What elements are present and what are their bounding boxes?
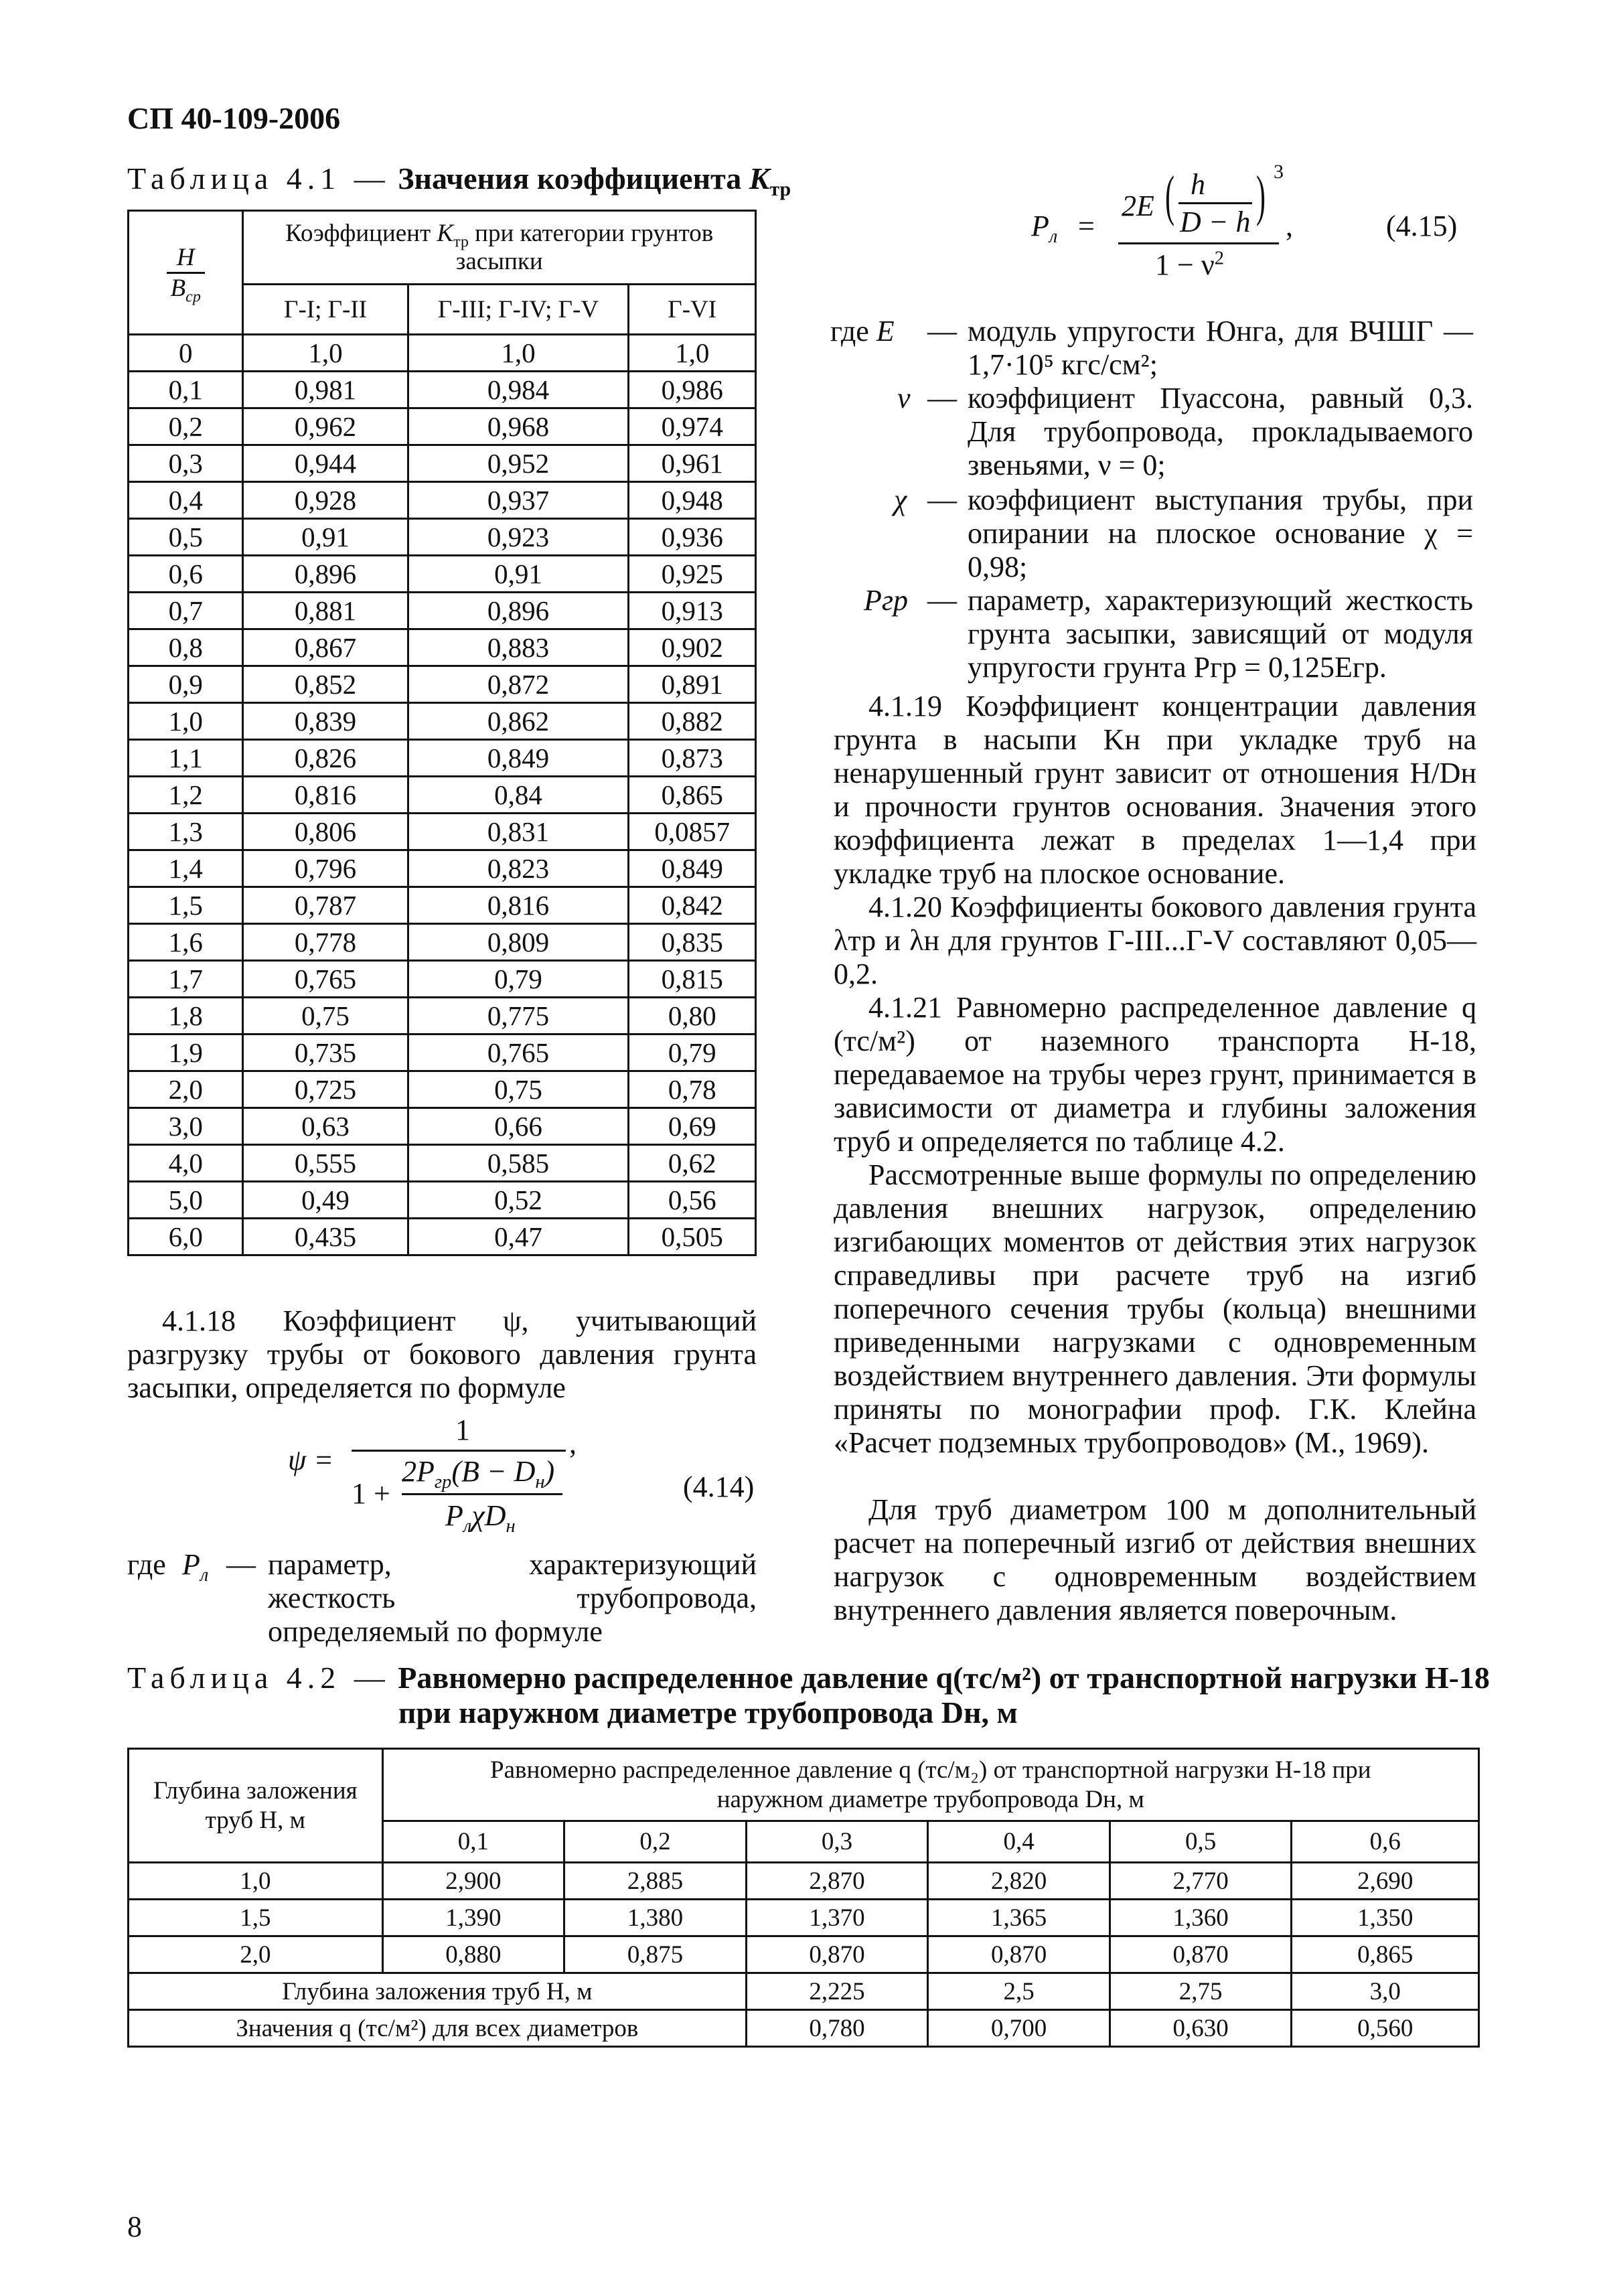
table42-row	[129, 1863, 1479, 1900]
paragraph-4-1-20: 4.1.20 Коэффициенты бокового давления грунта λтр и λн для грунтов Г-III...Г-V составляют 0,05—0,2.	[834, 891, 1476, 990]
table42-caption-line1: Равномерно распределенное давление q(тс/м²) от транспортной нагрузки Н-18	[398, 1661, 1490, 1695]
table41-value-cell: 0,78	[629, 1071, 756, 1108]
table41-head-group: Коэффициент $K_{тр}$ при категории грунтов засыпки	[243, 211, 756, 285]
table41-value-cell: 0,896	[243, 556, 408, 593]
table41-ratio-cell: 4,0	[129, 1145, 243, 1182]
table41-value-cell: 0,585	[408, 1145, 629, 1182]
f415-h: h	[1191, 168, 1205, 201]
table41-ratio-cell: 0,6	[129, 556, 243, 593]
table41-value-cell: 0,913	[629, 593, 756, 629]
table41-row	[129, 1219, 756, 1255]
legend-nu-text: коэффициент Пуассона, равный 0,3. Для трубопровода, прокладываемого звеньями, ν = 0;	[968, 382, 1473, 481]
table42-value-cell: 1,370	[746, 1900, 928, 1936]
table41-value-cell: 0,80	[629, 998, 756, 1035]
table41-row	[129, 961, 756, 998]
table41-value-cell: 0,961	[629, 445, 756, 482]
table41-ratio-cell: 0,5	[129, 519, 243, 556]
table42-value-cell: 1,350	[1292, 1900, 1479, 1936]
table41-value-cell: 0,849	[408, 740, 629, 777]
table41-ratio-cell: 2,0	[129, 1071, 243, 1108]
table41-value-cell: 0,69	[629, 1108, 756, 1145]
table41-col-3: Г-VI	[629, 285, 756, 335]
f415-number: (4.15)	[1386, 210, 1458, 242]
table41-row	[129, 482, 756, 519]
table41-value-cell: 0,796	[243, 850, 408, 887]
table41-ratio-cell: 1,5	[129, 887, 243, 924]
table41-head-h: H	[167, 243, 205, 274]
table41-value-cell: 0,928	[243, 482, 408, 519]
table41-row	[129, 740, 756, 777]
table41-ratio-cell: 1,3	[129, 814, 243, 850]
table41-col-2: Г-III; Г-IV; Г-V	[408, 285, 629, 335]
f415-den: $1 - \nu^2$	[1155, 248, 1225, 281]
table41-value-cell: 0,962	[243, 408, 408, 445]
table41-row	[129, 998, 756, 1035]
legend-chi-text: коэффициент выступания трубы, при опирании на плоское основание χ = 0,98;	[968, 483, 1473, 583]
table41-value-cell: 0,849	[629, 850, 756, 887]
table42-diameter-cell: 0,2	[564, 1821, 747, 1863]
table41-value-cell: 0,826	[243, 740, 408, 777]
table41-row	[129, 1108, 756, 1145]
table41-ratio-cell: 1,9	[129, 1035, 243, 1071]
table42-depth-cell: 2,0	[129, 1936, 383, 1973]
table41-value-cell: 0,925	[629, 556, 756, 593]
table41-value-cell: 0,79	[629, 1035, 756, 1071]
table41-value-cell: 0,775	[408, 998, 629, 1035]
legend-e-text: модуль упругости Юнга, для ВЧШГ — 1,7·10⁵ кгс/см²;	[968, 315, 1473, 381]
table41-value-cell: 0,63	[243, 1108, 408, 1145]
table41-value-cell: 0,62	[629, 1145, 756, 1182]
table42-value-cell: 0,865	[1292, 1936, 1479, 1973]
table41-row	[129, 777, 756, 814]
table41-row	[129, 924, 756, 961]
table42-value-cell: 0,870	[928, 1936, 1110, 1973]
table41-ratio-cell: 3,0	[129, 1108, 243, 1145]
table41-value-cell: 0,944	[243, 445, 408, 482]
f415-main-bar	[1118, 242, 1279, 244]
table41-value-cell: 0,902	[629, 629, 756, 666]
f414-comma: ,	[569, 1427, 577, 1460]
table42-value-cell: 2,820	[928, 1863, 1110, 1900]
f415-eq: =	[1078, 210, 1095, 242]
table41-value-cell: 0,872	[408, 666, 629, 703]
table41-value-cell: 0,435	[243, 1219, 408, 1255]
legend-nu-sym: ν	[897, 382, 911, 414]
table41-value-cell: 0,75	[243, 998, 408, 1035]
table41-caption	[127, 161, 791, 201]
table41-value-cell: 0,816	[408, 887, 629, 924]
table42-diameter-cell: 0,3	[746, 1821, 928, 1863]
f414-inner-den: $P_л\chi D_н$	[445, 1499, 516, 1537]
legend-pgr-dash: —	[927, 584, 957, 617]
f414-numerator: 1	[455, 1413, 470, 1446]
table41-value-cell: 0,882	[629, 703, 756, 740]
table41-row	[129, 887, 756, 924]
table41-ratio-cell: 1,7	[129, 961, 243, 998]
table42-value-cell: 2,900	[382, 1863, 564, 1900]
table41-value-cell: 0,778	[243, 924, 408, 961]
f415-inner-bar	[1178, 202, 1252, 204]
table41-ratio-cell: 0,2	[129, 408, 243, 445]
table41-row	[129, 850, 756, 887]
table41-value-cell: 0,968	[408, 408, 629, 445]
table41-ratio-cell: 1,0	[129, 703, 243, 740]
where-symbol: $P_л$	[182, 1548, 209, 1586]
table41-value-cell: 0,79	[408, 961, 629, 998]
table41-caption-prefix: Таблица 4.1 —	[127, 161, 390, 196]
table41-ratio-cell: 0,4	[129, 482, 243, 519]
table41-value-cell: 0,806	[243, 814, 408, 850]
table41-value-cell: 0,91	[408, 556, 629, 593]
table41-row	[129, 814, 756, 850]
table42-q-summary-row	[129, 2010, 1479, 2047]
table41-value-cell: 0,937	[408, 482, 629, 519]
table41-caption-title: Значения коэффициента	[398, 161, 742, 196]
legend-nu	[830, 382, 1476, 482]
legend-chi-dash: —	[927, 483, 957, 516]
table42-depth-summary-row	[129, 1973, 1479, 2010]
table41-value-cell: 0,47	[408, 1219, 629, 1255]
table41-row	[129, 593, 756, 629]
table41-value-cell: 1,0	[629, 335, 756, 372]
where-text: параметр, характеризующий жесткость трубопровода, определяемый по формуле	[268, 1548, 757, 1648]
table42-diameter-cell: 0,1	[382, 1821, 564, 1863]
table42-value-cell: 0,880	[382, 1936, 564, 1973]
table41-value-cell: 0,0857	[629, 814, 756, 850]
table41-value-cell: 0,852	[243, 666, 408, 703]
f414-inner-bar	[402, 1493, 562, 1495]
f415-lhs: $P_л$	[1031, 210, 1058, 247]
table42-q-summary-row-value: 0,560	[1292, 2010, 1479, 2047]
table41-value-cell: 0,91	[243, 519, 408, 556]
paragraph-100m-pipes: Для труб диаметром 100 м дополнительный расчет на поперечный изгиб от действия внешних нагрузок с одновременным воздействием внутреннего давления является поверочным.	[834, 1493, 1476, 1626]
f415-paren-left: (	[1165, 165, 1174, 227]
table41-value-cell: 0,981	[243, 372, 408, 408]
table41-row	[129, 703, 756, 740]
table41-value-cell: 0,765	[243, 961, 408, 998]
table41-col-1: Г-I; Г-II	[243, 285, 408, 335]
table41-row	[129, 1071, 756, 1108]
table42-value-cell: 2,690	[1292, 1863, 1479, 1900]
f415-dh: D − h	[1180, 206, 1251, 238]
table41-value-cell: 0,831	[408, 814, 629, 850]
table42-depth-summary-row-value: 2,5	[928, 1973, 1110, 2010]
table41-value-cell: 0,923	[408, 519, 629, 556]
table41-ratio-cell: 1,8	[129, 998, 243, 1035]
table42-caption	[127, 1661, 1500, 1730]
legend-nu-dash: —	[927, 382, 957, 414]
table41-value-cell: 0,948	[629, 482, 756, 519]
table42-value-cell: 2,870	[746, 1863, 928, 1900]
legend-e-sym: где E	[830, 315, 895, 348]
table42-q-summary-row-value: 0,700	[928, 2010, 1110, 2047]
table41-row	[129, 1182, 756, 1219]
table42-caption-line2: при наружном диаметре трубопровода Dн, м	[398, 1695, 1018, 1730]
table42-value-cell: 0,870	[1110, 1936, 1292, 1973]
f414-number: (4.14)	[683, 1470, 755, 1503]
table41-row	[129, 372, 756, 408]
table41-value-cell: 0,835	[629, 924, 756, 961]
table41-value-cell: 0,816	[243, 777, 408, 814]
table41-ratio-cell: 1,2	[129, 777, 243, 814]
table41-value-cell: 0,839	[243, 703, 408, 740]
table41-head-b: $B_{ср}$	[170, 274, 201, 305]
table41-value-cell: 0,867	[243, 629, 408, 666]
table41-value-cell: 0,809	[408, 924, 629, 961]
table42-caption-prefix: Таблица 4.2 —	[127, 1661, 390, 1695]
f415-2e: 2E	[1122, 189, 1154, 222]
table41-ratio-cell: 0,8	[129, 629, 243, 666]
table41-value-cell: 0,952	[408, 445, 629, 482]
table41-head-fraction	[167, 243, 205, 303]
table41-value-cell: 0,883	[408, 629, 629, 666]
table41-value-cell: 0,986	[629, 372, 756, 408]
table42-depth-cell: 1,0	[129, 1863, 383, 1900]
table42-value-cell: 1,390	[382, 1900, 564, 1936]
table41-value-cell: 0,881	[243, 593, 408, 629]
where-pl	[127, 1548, 757, 1655]
table42-depth-summary-row-value: 2,75	[1110, 1973, 1292, 2010]
table42-q-summary-row-value: 0,780	[746, 2010, 928, 2047]
table42-depth-summary-row-value: 3,0	[1292, 1973, 1479, 2010]
table41-value-cell: 0,842	[629, 887, 756, 924]
document-code: СП 40-109-2006	[127, 101, 341, 135]
f415-paren-right: )	[1256, 165, 1266, 227]
table41-value-cell: 0,505	[629, 1219, 756, 1255]
table41-value-cell: 0,865	[629, 777, 756, 814]
f414-lhs: ψ =	[288, 1444, 334, 1476]
legend-pgr-text: параметр, характеризующий жесткость грунта засыпки, зависящий от модуля упругости грунта Pгр = 0,125Eгр.	[968, 584, 1473, 684]
table41-ratio-cell: 0	[129, 335, 243, 372]
table41-ratio-cell: 5,0	[129, 1182, 243, 1219]
table41-value-cell: 0,984	[408, 372, 629, 408]
table41-row	[129, 1035, 756, 1071]
table42-row	[129, 1936, 1479, 1973]
table42-head-depth: Глубина заложения труб H, м	[129, 1749, 383, 1863]
table41-ratio-cell: 1,6	[129, 924, 243, 961]
table41-value-cell: 0,84	[408, 777, 629, 814]
table41-value-cell: 0,873	[629, 740, 756, 777]
table41-value-cell: 0,725	[243, 1071, 408, 1108]
legend-chi	[830, 483, 1476, 584]
paragraph-formulas-review: Рассмотренные выше формулы по определению давления внешних нагрузок, определению изгибающих моментов от действия этих нагрузок справедливы при расчете труб на изгиб поперечного сечения трубы (кольца) внешними приведенными нагрузками с одновременным воздействием внутреннего давления. Эти формулы приняты по монографии проф. Г.К. Клейна «Расчет подземных трубопроводов» (М., 1969).	[834, 1158, 1476, 1459]
table42-body	[129, 1863, 1479, 2047]
formula-4-14	[288, 1413, 755, 1547]
f414-one-plus: 1 +	[352, 1477, 390, 1510]
table42-value-cell: 2,885	[564, 1863, 747, 1900]
table41-ratio-cell: 1,1	[129, 740, 243, 777]
table41-ratio-cell: 0,3	[129, 445, 243, 482]
table42-value-cell: 0,875	[564, 1936, 747, 1973]
table42-depth-cell: 1,5	[129, 1900, 383, 1936]
table41-row	[129, 408, 756, 445]
table42-depth-summary-row-label: Глубина заложения труб H, м	[129, 1973, 747, 2010]
table41-value-cell: 0,862	[408, 703, 629, 740]
table41-row	[129, 1145, 756, 1182]
table42-depth-summary-row-value: 2,225	[746, 1973, 928, 2010]
table41-value-cell: 0,75	[408, 1071, 629, 1108]
legend-pgr-sym: Pгр	[864, 584, 909, 617]
table41-caption-symbol: K	[749, 161, 770, 196]
legend-e	[830, 315, 1476, 388]
f415-comma: ,	[1286, 210, 1293, 242]
table41-value-cell: 0,49	[243, 1182, 408, 1219]
table41-caption-sub: тр	[769, 178, 791, 201]
table41-ratio-cell: 0,7	[129, 593, 243, 629]
legend-pgr	[830, 584, 1476, 684]
table41-value-cell: 0,823	[408, 850, 629, 887]
table42-diameter-cell: 0,6	[1292, 1821, 1479, 1863]
table41-row	[129, 335, 756, 372]
page-number: 8	[127, 2210, 142, 2243]
table42-diameter-cell: 0,5	[1110, 1821, 1292, 1863]
paragraph-4-1-18: 4.1.18 Коэффициент ψ, учитывающий разгрузку трубы от бокового давления грунта засыпки, определяется по формуле	[127, 1304, 757, 1404]
table41-value-cell: 0,936	[629, 519, 756, 556]
table42-value-cell: 1,380	[564, 1900, 747, 1936]
table41-ratio-cell: 1,4	[129, 850, 243, 887]
table42-value-cell: 1,365	[928, 1900, 1110, 1936]
f414-inner-num: $2P_{гр}(B - D_н)$	[402, 1455, 555, 1493]
table42-q-summary-row-value: 0,630	[1110, 2010, 1292, 2047]
table42-diameter-cell: 0,4	[928, 1821, 1110, 1863]
table41-value-cell: 1,0	[243, 335, 408, 372]
table41-value-cell: 0,66	[408, 1108, 629, 1145]
table41-ratio-cell: 0,9	[129, 666, 243, 703]
table42-row	[129, 1900, 1479, 1936]
table41-value-cell: 0,891	[629, 666, 756, 703]
table42-value-cell: 2,770	[1110, 1863, 1292, 1900]
table41-value-cell: 0,52	[408, 1182, 629, 1219]
f415-power: 3	[1274, 161, 1284, 183]
legend-e-dash: —	[927, 315, 957, 348]
table42-value-cell: 1,360	[1110, 1900, 1292, 1936]
table41-value-cell: 0,815	[629, 961, 756, 998]
table41-value-cell: 0,974	[629, 408, 756, 445]
paragraph-4-1-19: 4.1.19 Коэффициент концентрации давления грунта в насыпи Kн при укладке труб на ненарушенный грунт зависит от отношения H/Dн и прочности грунтов основания. Значения этого коэффициента лежат в пределах 1—1,4 при укладке труб на плоское основание.	[834, 690, 1476, 890]
table41-row	[129, 666, 756, 703]
table41-value-cell: 0,555	[243, 1145, 408, 1182]
table-4-1	[127, 210, 757, 1256]
table41-value-cell: 0,56	[629, 1182, 756, 1219]
table41-value-cell: 0,735	[243, 1035, 408, 1071]
table-4-2	[127, 1748, 1480, 2048]
table41-body	[129, 335, 756, 1255]
table41-value-cell: 1,0	[408, 335, 629, 372]
table41-value-cell: 0,787	[243, 887, 408, 924]
f414-main-bar	[352, 1450, 566, 1452]
paragraph-4-1-21: 4.1.21 Равномерно распределенное давление q (тс/м²) от наземного транспорта Н-18, передаваемое на трубы через грунт, принимается в зависимости от диаметра и глубины заложения труб и определяется по таблице 4.2.	[834, 991, 1476, 1158]
table41-row	[129, 519, 756, 556]
table41-ratio-cell: 0,1	[129, 372, 243, 408]
table42-q-summary-row-label: Значения q (тс/м²) для всех диаметров	[129, 2010, 747, 2047]
formula-4-15	[1031, 161, 1480, 288]
table42-head-group: Равномерно распределенное давление q (тс/м₂) от транспортной нагрузки Н-18 при наружном диаметре трубопровода Dн, м	[382, 1749, 1478, 1821]
table41-value-cell: 0,896	[408, 593, 629, 629]
where-label: где	[127, 1548, 166, 1581]
table41-row	[129, 556, 756, 593]
table42-value-cell: 0,870	[746, 1936, 928, 1973]
where-dash: —	[226, 1548, 256, 1581]
table41-ratio-cell: 6,0	[129, 1219, 243, 1255]
table41-row	[129, 629, 756, 666]
table41-row	[129, 445, 756, 482]
table41-value-cell: 0,765	[408, 1035, 629, 1071]
legend-chi-sym: χ	[894, 483, 907, 516]
table41-head-ratio	[129, 211, 243, 335]
